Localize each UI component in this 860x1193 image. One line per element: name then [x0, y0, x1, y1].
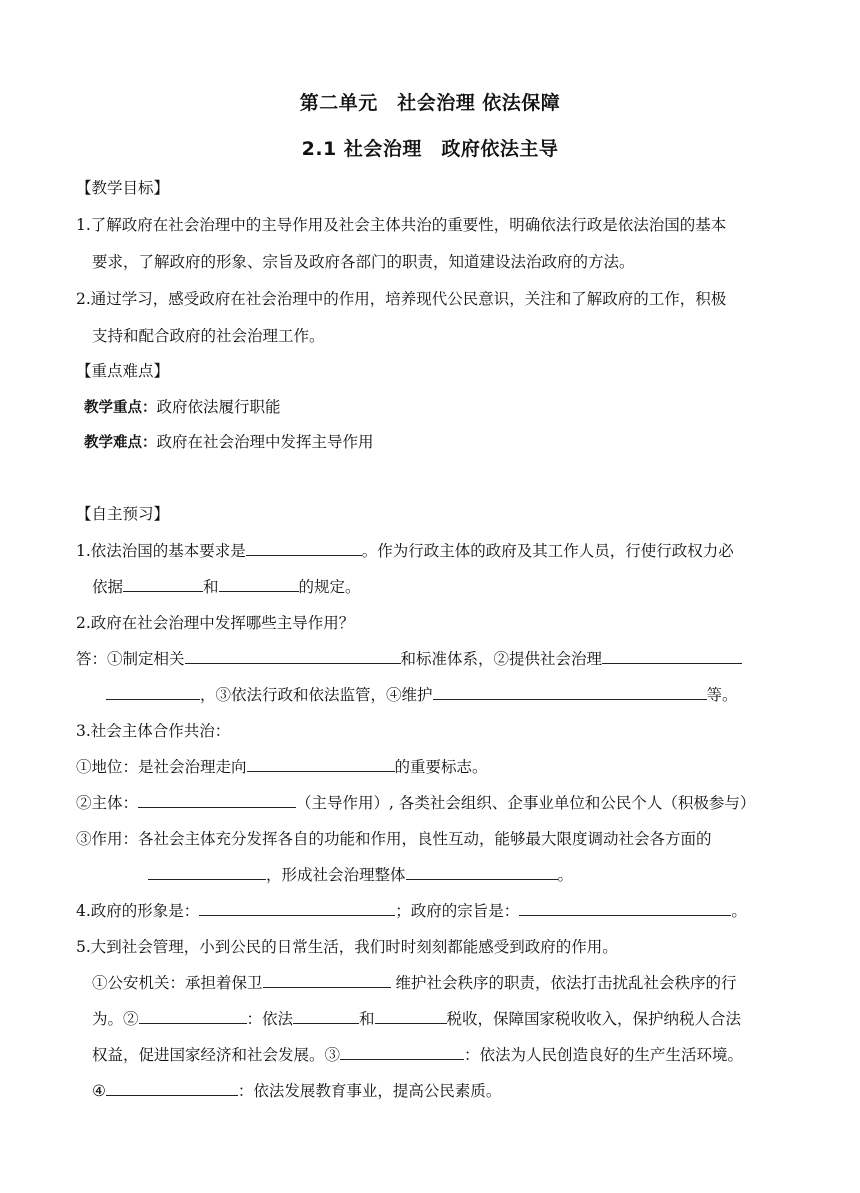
- question-5-police: ①公安机关：承担着保卫 维护社会秩序的职责，依法打击扰乱社会秩序的行: [92, 974, 737, 992]
- fill-blank[interactable]: [375, 1008, 447, 1024]
- fill-blank[interactable]: [340, 1044, 464, 1060]
- fill-blank[interactable]: [293, 1008, 359, 1024]
- question-5: 5.大到社会管理，小到公民的日常生活，我们时时刻刻都能感受到政府的作用。: [76, 938, 618, 956]
- objective-1-line-1: 1.了解政府在社会治理中的主导作用及社会主体共治的重要性，明确依法行政是依法治国的基本: [76, 216, 727, 234]
- fill-blank[interactable]: [139, 1008, 247, 1024]
- question-3: 3.社会主体合作共治：: [76, 722, 231, 740]
- fill-blank[interactable]: [519, 900, 731, 916]
- fill-blank[interactable]: [106, 684, 200, 700]
- question-2-answer-line-2: ，③依法行政和依法监管，④维护 等。: [106, 684, 738, 706]
- teaching-focus-text: 政府依法履行职能: [156, 398, 281, 416]
- teaching-difficulty-text: 政府在社会治理中发挥主导作用: [156, 433, 374, 451]
- question-4: 4.政府的形象是： ；政府的宗旨是： 。: [76, 902, 747, 920]
- lesson-title: 2.1 社会治理 政府依法主导: [301, 138, 559, 160]
- preview-heading: 【自主预习】: [76, 505, 170, 523]
- fill-blank[interactable]: [433, 684, 707, 700]
- objectives-heading: 【教学目标】: [76, 179, 170, 197]
- fill-blank[interactable]: [199, 900, 395, 916]
- objective-1-line-2: 要求，了解政府的形象、宗旨及政府各部门的职责，知道建设法治政府的方法。: [92, 253, 635, 271]
- fill-blank[interactable]: [148, 864, 266, 880]
- question-5-education: ④ ：依法发展教育事业，提高公民素质。: [92, 1082, 502, 1100]
- fill-blank[interactable]: [246, 540, 362, 556]
- fill-blank[interactable]: [263, 972, 391, 988]
- fill-blank[interactable]: [106, 1080, 238, 1096]
- teaching-difficulty: [84, 431, 374, 454]
- teaching-difficulty-label: 教学难点：: [84, 435, 157, 451]
- question-5-tax: 为。② ：依法 和 税收，保障国家税收收入，保护纳税人合法: [92, 1010, 742, 1028]
- question-5-environment: 权益，促进国家经济和社会发展。③ ：依法为人民创造良好的生产生活环境。: [92, 1046, 744, 1064]
- question-3-role-line-2: ，形成社会治理整体 。: [148, 864, 573, 886]
- unit-title: 第二单元 社会治理 依法保障: [299, 92, 561, 114]
- fill-blank[interactable]: [185, 648, 401, 664]
- teaching-focus-label: 教学重点：: [84, 400, 157, 416]
- fill-blank[interactable]: [602, 648, 742, 664]
- fill-blank[interactable]: [123, 576, 203, 592]
- fill-blank[interactable]: [219, 576, 299, 592]
- question-2-answer-line-1: 答：①制定相关 和标准体系，②提供社会治理: [76, 648, 742, 670]
- objective-2-line-2: 支持和配合政府的社会治理工作。: [92, 327, 325, 345]
- question-3-subject: ②主体： （主导作用）, 各类社会组织、企事业单位和公民个人（积极参与）: [76, 794, 756, 812]
- question-2: 2.政府在社会治理中发挥哪些主导作用？: [76, 614, 355, 632]
- question-3-role-line-1: ③作用：各社会主体充分发挥各自的功能和作用，良性互动，能够最大限度调动社会各方面的: [76, 830, 712, 848]
- key-points-heading: 【重点难点】: [76, 362, 170, 380]
- fill-blank[interactable]: [406, 864, 558, 880]
- question-1-line-2: 依据 和 的规定。: [92, 578, 361, 596]
- fill-blank[interactable]: [138, 792, 296, 808]
- question-1-line-1: 1.依法治国的基本要求是 。作为行政主体的政府及其工作人员，行使行政权力必: [76, 542, 734, 560]
- objective-2-line-1: 2.通过学习，感受政府在社会治理中的作用，培养现代公民意识，关注和了解政府的工作，积极: [76, 290, 727, 308]
- teaching-focus: [84, 396, 281, 419]
- fill-blank[interactable]: [247, 756, 395, 772]
- question-3-status: ①地位：是社会治理走向 的重要标志。: [76, 758, 488, 776]
